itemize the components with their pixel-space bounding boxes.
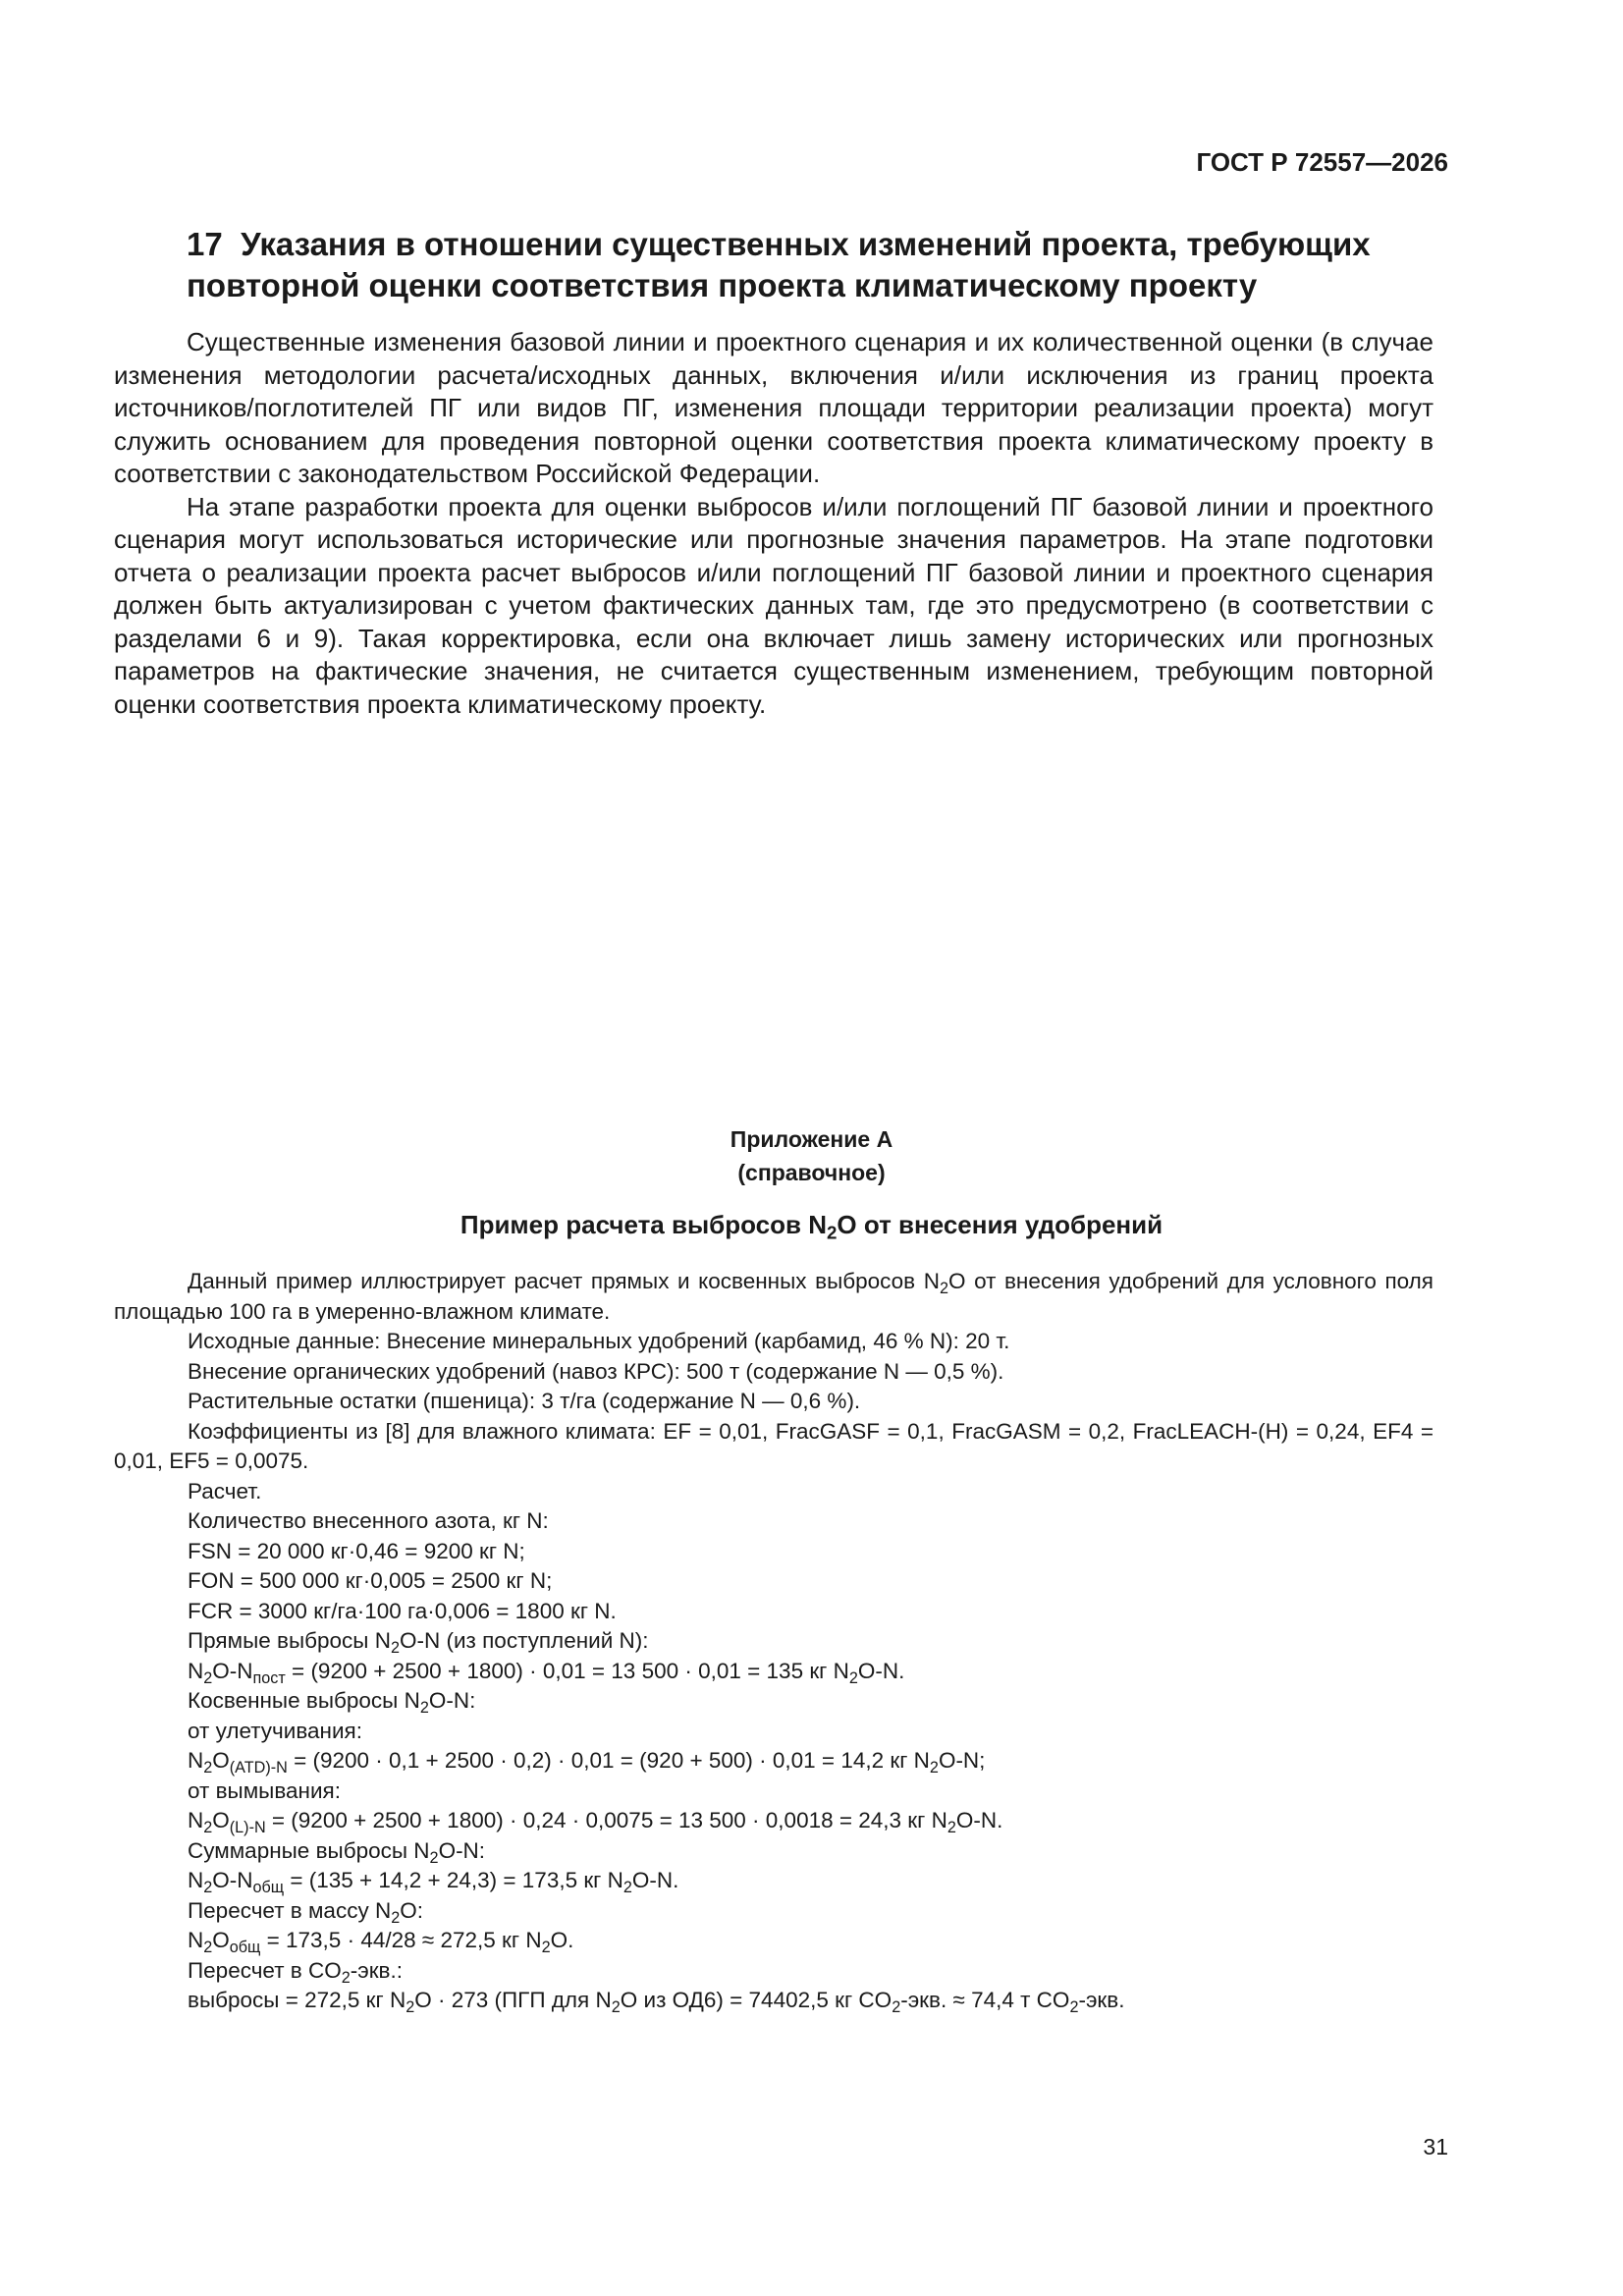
fon-formula: FON = 500 000 кг·0,005 = 2500 кг N; bbox=[188, 1568, 553, 1593]
fcr-formula: FCR = 3000 кг/га·100 га·0,006 = 1800 кг N. bbox=[188, 1598, 617, 1623]
input-data-line: Исходные данные: Внесение минеральных удобрений (карбамид, 46 % N): 20 т. bbox=[188, 1329, 1010, 1353]
appendix-status: (справочное) bbox=[737, 1160, 886, 1185]
section-title-text: Указания в отношении существенных изменений проекта, требующих повторной оценки соответствия проекта климатическому проекту bbox=[187, 226, 1371, 303]
page-number: 31 bbox=[1423, 2134, 1448, 2159]
direct-emissions-label: Прямые выбросы $N_2O-N$ (из поступлений N): bbox=[188, 1628, 649, 1657]
intro-paragraph: Данный пример иллюстрирует расчет прямых и косвенных выбросов $N_2O$ от внесения удобрений для условного поля площадью 100 га в умеренно-влажном климате. bbox=[114, 1269, 1434, 1324]
mass-conversion-formula: $N_2O_{общ} = 173,5 \cdot 44/28 \approx 272,5$ кг $N_2O$. bbox=[188, 1928, 574, 1956]
paragraph: На этапе разработки проекта для оценки выбросов и/или поглощений ПГ базовой линии и проектного сценария могут использоваться исторические или прогнозные значения параметров. На этапе подготовки отчета о реализации проекта расчет выбросов и/или поглощений ПГ базовой линии и проектного сценария должен быть актуализирован с учетом фактических данных там, где это предусмотрено (в соответствии с разделами 6 и 9). Такая корректировка, если она включает лишь замену исторических или прогнозных параметров на фактические значения, не считается существенным изменением, требующим повторной оценки соответствия проекта климатическому проекту. bbox=[114, 491, 1434, 719]
section-number: 17 bbox=[187, 226, 223, 262]
fsn-formula: FSN = 20 000 кг·0,46 = 9200 кг N; bbox=[188, 1538, 525, 1563]
calc-label: Расчет. bbox=[188, 1478, 262, 1503]
leaching-label: от вымывания: bbox=[188, 1777, 341, 1803]
section-title bbox=[187, 224, 1434, 306]
section-body bbox=[114, 326, 1434, 721]
direct-emissions-formula: $N_2O-N_{пост} = (9200 + 2500 + 1800) \cdot 0,01 = 13$ 500 · 0,01 = 135 кг $N_2O-N$. bbox=[188, 1658, 905, 1687]
indirect-emissions-label: Косвенные выбросы $N_2O-N$: bbox=[188, 1688, 476, 1717]
leaching-formula: $N_2O_{(L)-N} = (9200 + 2500 + 1800) \cdot 0,24 \cdot 0,0075 = 13$ 500 · 0,0018 = 24,3 кг $N_2O-N$. bbox=[188, 1808, 1003, 1836]
organic-line: Внесение органических удобрений (навоз КРС): 500 т (содержание N — 0,5 %). bbox=[188, 1358, 1004, 1384]
co2-conversion-label: Пересчет в $CO_2$-экв.: bbox=[188, 1957, 404, 1987]
volatilization-label: от улетучивания: bbox=[188, 1718, 362, 1743]
calculation-example bbox=[114, 1267, 1434, 2016]
atd-formula: $N_2O_{(ATD)-N} = (9200 \cdot 0,1 + 2500 \cdot 0,2) \cdot 0,01 = (920 + 500) \cdot 0,01 = 14,2$ кг $N_2O-N$; bbox=[188, 1748, 986, 1777]
total-emissions-formula: $N_2O-N_{общ} = (135 + 14,2 + 24,3) = 173,5$ кг $N_2O-N$. bbox=[188, 1868, 679, 1896]
nitrogen-label: Количество внесенного азота, кг N: bbox=[188, 1508, 549, 1533]
appendix-title: Пример расчета выбросов $N_2O$ от внесения удобрений bbox=[460, 1210, 1163, 1243]
total-emissions-label: Суммарные выбросы $N_2O-N$: bbox=[188, 1837, 486, 1867]
residues-line: Растительные остатки (пшеница): 3 т/га (содержание N — 0,6 %). bbox=[188, 1389, 861, 1413]
document-id: ГОСТ Р 72557—2026 bbox=[1196, 147, 1448, 177]
coefficients-paragraph: Коэффициенты из [8] для влажного климата: EF = 0,01, FracGASF = 0,1, FracGASM = 0,2, FracLEACH-(H) = 0,24, EF4 = 0,01, EF5 = 0,0075. bbox=[114, 1418, 1434, 1473]
mass-conversion-label: Пересчет в массу $N_2O$: bbox=[188, 1897, 423, 1927]
co2-conversion-formula: выбросы = 272,5 кг $N_2O \cdot 273$ (ПГП для $N_2O$ из ОД6) = 74402,5 кг $CO_2$-экв. ≈ 74,4 т $CO_2$-экв. bbox=[188, 1988, 1125, 2016]
paragraph: Существенные изменения базовой линии и проектного сценария и их количественной оценки (в случае изменения методологии расчета/исходных данных, включения и/или исключения из границ проекта источников/поглотителей ПГ или видов ПГ, изменения площади территории реализации проекта) могут служить основанием для проведения повторной оценки соответствия проекта климатическому проекту в соответствии с законодательством Российской Федерации. bbox=[114, 327, 1434, 488]
appendix-label: Приложение А bbox=[730, 1126, 893, 1152]
